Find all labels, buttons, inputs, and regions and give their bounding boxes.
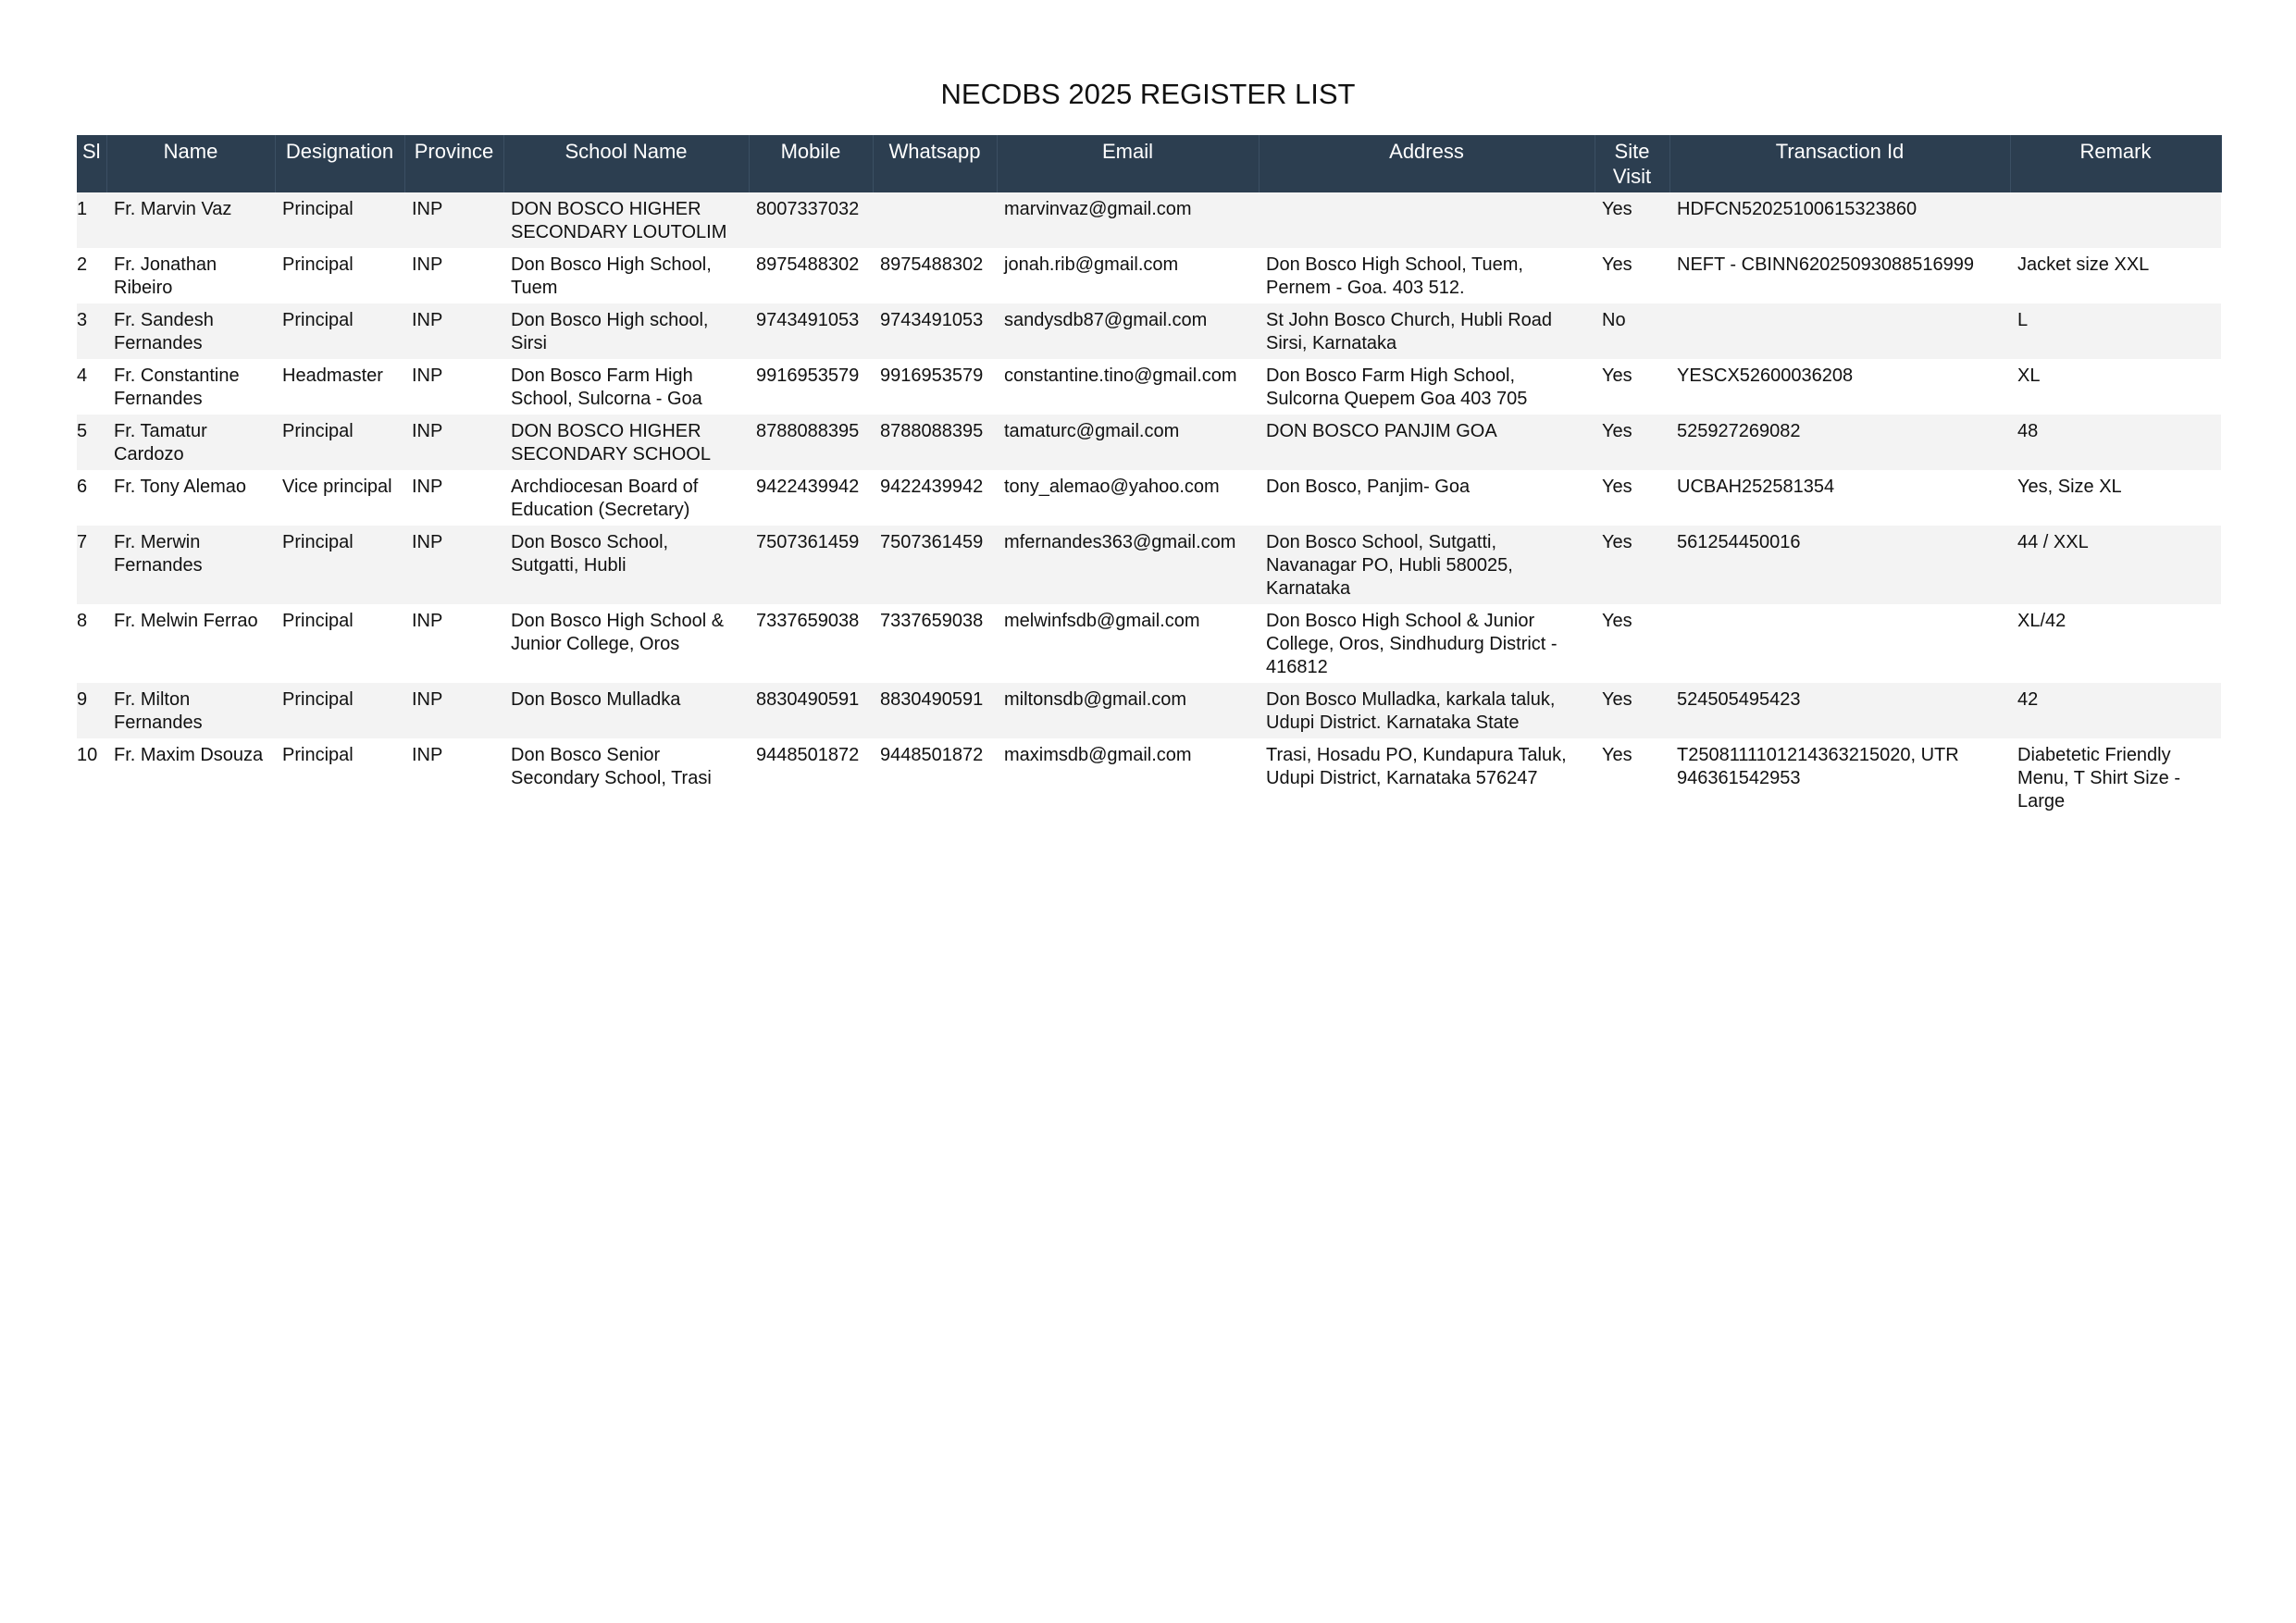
cell-designation: Vice principal: [275, 470, 404, 526]
cell-email: tony_alemao@yahoo.com: [997, 470, 1259, 526]
cell-designation: Principal: [275, 248, 404, 304]
cell-whatsapp: 9743491053: [873, 304, 997, 359]
cell-transaction-id: T2508111101214363215020, UTR 946361542953: [1669, 738, 2010, 817]
column-header-school-name: School Name: [503, 135, 749, 192]
cell-address: Don Bosco Farm High School, Sulcorna Quepem Goa 403 705: [1259, 359, 1595, 415]
cell-remark: Jacket size XXL: [2010, 248, 2221, 304]
column-header-site-visit: Site Visit: [1595, 135, 1669, 192]
cell-mobile: 8007337032: [749, 192, 873, 248]
cell-school-name: Don Bosco Farm High School, Sulcorna - Goa: [503, 359, 749, 415]
cell-province: INP: [404, 415, 503, 470]
column-header-sl: Sl: [77, 135, 106, 192]
table-row: [77, 359, 2221, 415]
cell-site-visit: Yes: [1595, 683, 1669, 738]
cell-mobile: 7337659038: [749, 604, 873, 683]
column-header-designation: Designation: [275, 135, 404, 192]
cell-school-name: DON BOSCO HIGHER SECONDARY LOUTOLIM: [503, 192, 749, 248]
cell-address: St John Bosco Church, Hubli Road Sirsi, Karnataka: [1259, 304, 1595, 359]
cell-province: INP: [404, 470, 503, 526]
cell-transaction-id: [1669, 604, 2010, 683]
register-table: [77, 135, 2222, 817]
cell-remark: 48: [2010, 415, 2221, 470]
cell-email: mfernandes363@gmail.com: [997, 526, 1259, 604]
cell-email: melwinfsdb@gmail.com: [997, 604, 1259, 683]
cell-email: maximsdb@gmail.com: [997, 738, 1259, 817]
cell-sl: 1: [77, 192, 106, 248]
cell-whatsapp: 8975488302: [873, 248, 997, 304]
cell-email: tamaturc@gmail.com: [997, 415, 1259, 470]
table-row: [77, 192, 2221, 248]
cell-name: Fr. Merwin Fernandes: [106, 526, 275, 604]
cell-sl: 4: [77, 359, 106, 415]
table-row: [77, 683, 2221, 738]
table-row: [77, 738, 2221, 817]
table-header-row: [77, 135, 2221, 192]
cell-email: marvinvaz@gmail.com: [997, 192, 1259, 248]
cell-school-name: Archdiocesan Board of Education (Secretary): [503, 470, 749, 526]
cell-sl: 10: [77, 738, 106, 817]
table-row: [77, 604, 2221, 683]
cell-school-name: Don Bosco High school, Sirsi: [503, 304, 749, 359]
cell-whatsapp: 9448501872: [873, 738, 997, 817]
cell-province: INP: [404, 738, 503, 817]
cell-address: Don Bosco Mulladka, karkala taluk, Udupi District. Karnataka State: [1259, 683, 1595, 738]
cell-sl: 2: [77, 248, 106, 304]
cell-designation: Principal: [275, 604, 404, 683]
cell-mobile: 9448501872: [749, 738, 873, 817]
cell-designation: Principal: [275, 415, 404, 470]
cell-transaction-id: 524505495423: [1669, 683, 2010, 738]
cell-remark: Diabetetic Friendly Menu, T Shirt Size - Large: [2010, 738, 2221, 817]
cell-site-visit: Yes: [1595, 470, 1669, 526]
cell-school-name: Don Bosco High School, Tuem: [503, 248, 749, 304]
cell-whatsapp: 8788088395: [873, 415, 997, 470]
cell-school-name: Don Bosco Mulladka: [503, 683, 749, 738]
cell-designation: Principal: [275, 192, 404, 248]
cell-sl: 3: [77, 304, 106, 359]
cell-mobile: 8830490591: [749, 683, 873, 738]
cell-name: Fr. Maxim Dsouza: [106, 738, 275, 817]
cell-address: Don Bosco High School & Junior College, Oros, Sindhudurg District - 416812: [1259, 604, 1595, 683]
cell-designation: Headmaster: [275, 359, 404, 415]
cell-mobile: 7507361459: [749, 526, 873, 604]
column-header-transaction-id: Transaction Id: [1669, 135, 2010, 192]
table-row: [77, 470, 2221, 526]
cell-site-visit: Yes: [1595, 192, 1669, 248]
cell-province: INP: [404, 359, 503, 415]
cell-remark: XL: [2010, 359, 2221, 415]
cell-whatsapp: 8830490591: [873, 683, 997, 738]
cell-email: jonah.rib@gmail.com: [997, 248, 1259, 304]
cell-province: INP: [404, 304, 503, 359]
cell-address: Don Bosco High School, Tuem, Pernem - Goa. 403 512.: [1259, 248, 1595, 304]
cell-name: Fr. Marvin Vaz: [106, 192, 275, 248]
column-header-email: Email: [997, 135, 1259, 192]
cell-site-visit: Yes: [1595, 738, 1669, 817]
cell-province: INP: [404, 526, 503, 604]
page-title: NECDBS 2025 REGISTER LIST: [940, 78, 1356, 110]
cell-remark: Yes, Size XL: [2010, 470, 2221, 526]
cell-address: Don Bosco School, Sutgatti, Navanagar PO, Hubli 580025, Karnataka: [1259, 526, 1595, 604]
cell-address: Trasi, Hosadu PO, Kundapura Taluk, Udupi District, Karnataka 576247: [1259, 738, 1595, 817]
cell-designation: Principal: [275, 526, 404, 604]
cell-site-visit: Yes: [1595, 359, 1669, 415]
cell-whatsapp: 9916953579: [873, 359, 997, 415]
table-row: [77, 304, 2221, 359]
cell-whatsapp: [873, 192, 997, 248]
cell-transaction-id: NEFT - CBINN62025093088516999: [1669, 248, 2010, 304]
cell-whatsapp: 9422439942: [873, 470, 997, 526]
cell-email: sandysdb87@gmail.com: [997, 304, 1259, 359]
cell-remark: [2010, 192, 2221, 248]
column-header-mobile: Mobile: [749, 135, 873, 192]
cell-mobile: 9422439942: [749, 470, 873, 526]
table-row: [77, 415, 2221, 470]
cell-name: Fr. Jonathan Ribeiro: [106, 248, 275, 304]
cell-name: Fr. Tamatur Cardozo: [106, 415, 275, 470]
column-header-address: Address: [1259, 135, 1595, 192]
cell-site-visit: Yes: [1595, 415, 1669, 470]
cell-address: [1259, 192, 1595, 248]
cell-school-name: Don Bosco School, Sutgatti, Hubli: [503, 526, 749, 604]
cell-remark: XL/42: [2010, 604, 2221, 683]
cell-designation: Principal: [275, 738, 404, 817]
cell-address: DON BOSCO PANJIM GOA: [1259, 415, 1595, 470]
cell-remark: 44 / XXL: [2010, 526, 2221, 604]
cell-sl: 7: [77, 526, 106, 604]
cell-sl: 5: [77, 415, 106, 470]
cell-mobile: 9743491053: [749, 304, 873, 359]
cell-transaction-id: 525927269082: [1669, 415, 2010, 470]
cell-site-visit: Yes: [1595, 604, 1669, 683]
cell-address: Don Bosco, Panjim- Goa: [1259, 470, 1595, 526]
cell-designation: Principal: [275, 683, 404, 738]
cell-transaction-id: YESCX52600036208: [1669, 359, 2010, 415]
cell-transaction-id: HDFCN52025100615323860: [1669, 192, 2010, 248]
cell-remark: 42: [2010, 683, 2221, 738]
cell-email: constantine.tino@gmail.com: [997, 359, 1259, 415]
column-header-name: Name: [106, 135, 275, 192]
cell-school-name: Don Bosco High School & Junior College, Oros: [503, 604, 749, 683]
cell-province: INP: [404, 248, 503, 304]
cell-whatsapp: 7507361459: [873, 526, 997, 604]
cell-mobile: 9916953579: [749, 359, 873, 415]
cell-transaction-id: UCBAH252581354: [1669, 470, 2010, 526]
cell-province: INP: [404, 683, 503, 738]
cell-transaction-id: [1669, 304, 2010, 359]
cell-sl: 8: [77, 604, 106, 683]
column-header-province: Province: [404, 135, 503, 192]
cell-mobile: 8975488302: [749, 248, 873, 304]
cell-name: Fr. Tony Alemao: [106, 470, 275, 526]
table-row: [77, 248, 2221, 304]
cell-mobile: 8788088395: [749, 415, 873, 470]
cell-school-name: Don Bosco Senior Secondary School, Trasi: [503, 738, 749, 817]
cell-name: Fr. Milton Fernandes: [106, 683, 275, 738]
cell-site-visit: Yes: [1595, 526, 1669, 604]
table-row: [77, 526, 2221, 604]
cell-site-visit: No: [1595, 304, 1669, 359]
cell-email: miltonsdb@gmail.com: [997, 683, 1259, 738]
cell-designation: Principal: [275, 304, 404, 359]
cell-sl: 9: [77, 683, 106, 738]
cell-province: INP: [404, 604, 503, 683]
cell-school-name: DON BOSCO HIGHER SECONDARY SCHOOL: [503, 415, 749, 470]
cell-sl: 6: [77, 470, 106, 526]
cell-province: INP: [404, 192, 503, 248]
cell-remark: L: [2010, 304, 2221, 359]
cell-name: Fr. Melwin Ferrao: [106, 604, 275, 683]
column-header-remark: Remark: [2010, 135, 2221, 192]
cell-name: Fr. Sandesh Fernandes: [106, 304, 275, 359]
cell-transaction-id: 561254450016: [1669, 526, 2010, 604]
cell-name: Fr. Constantine Fernandes: [106, 359, 275, 415]
column-header-whatsapp: Whatsapp: [873, 135, 997, 192]
cell-site-visit: Yes: [1595, 248, 1669, 304]
cell-whatsapp: 7337659038: [873, 604, 997, 683]
